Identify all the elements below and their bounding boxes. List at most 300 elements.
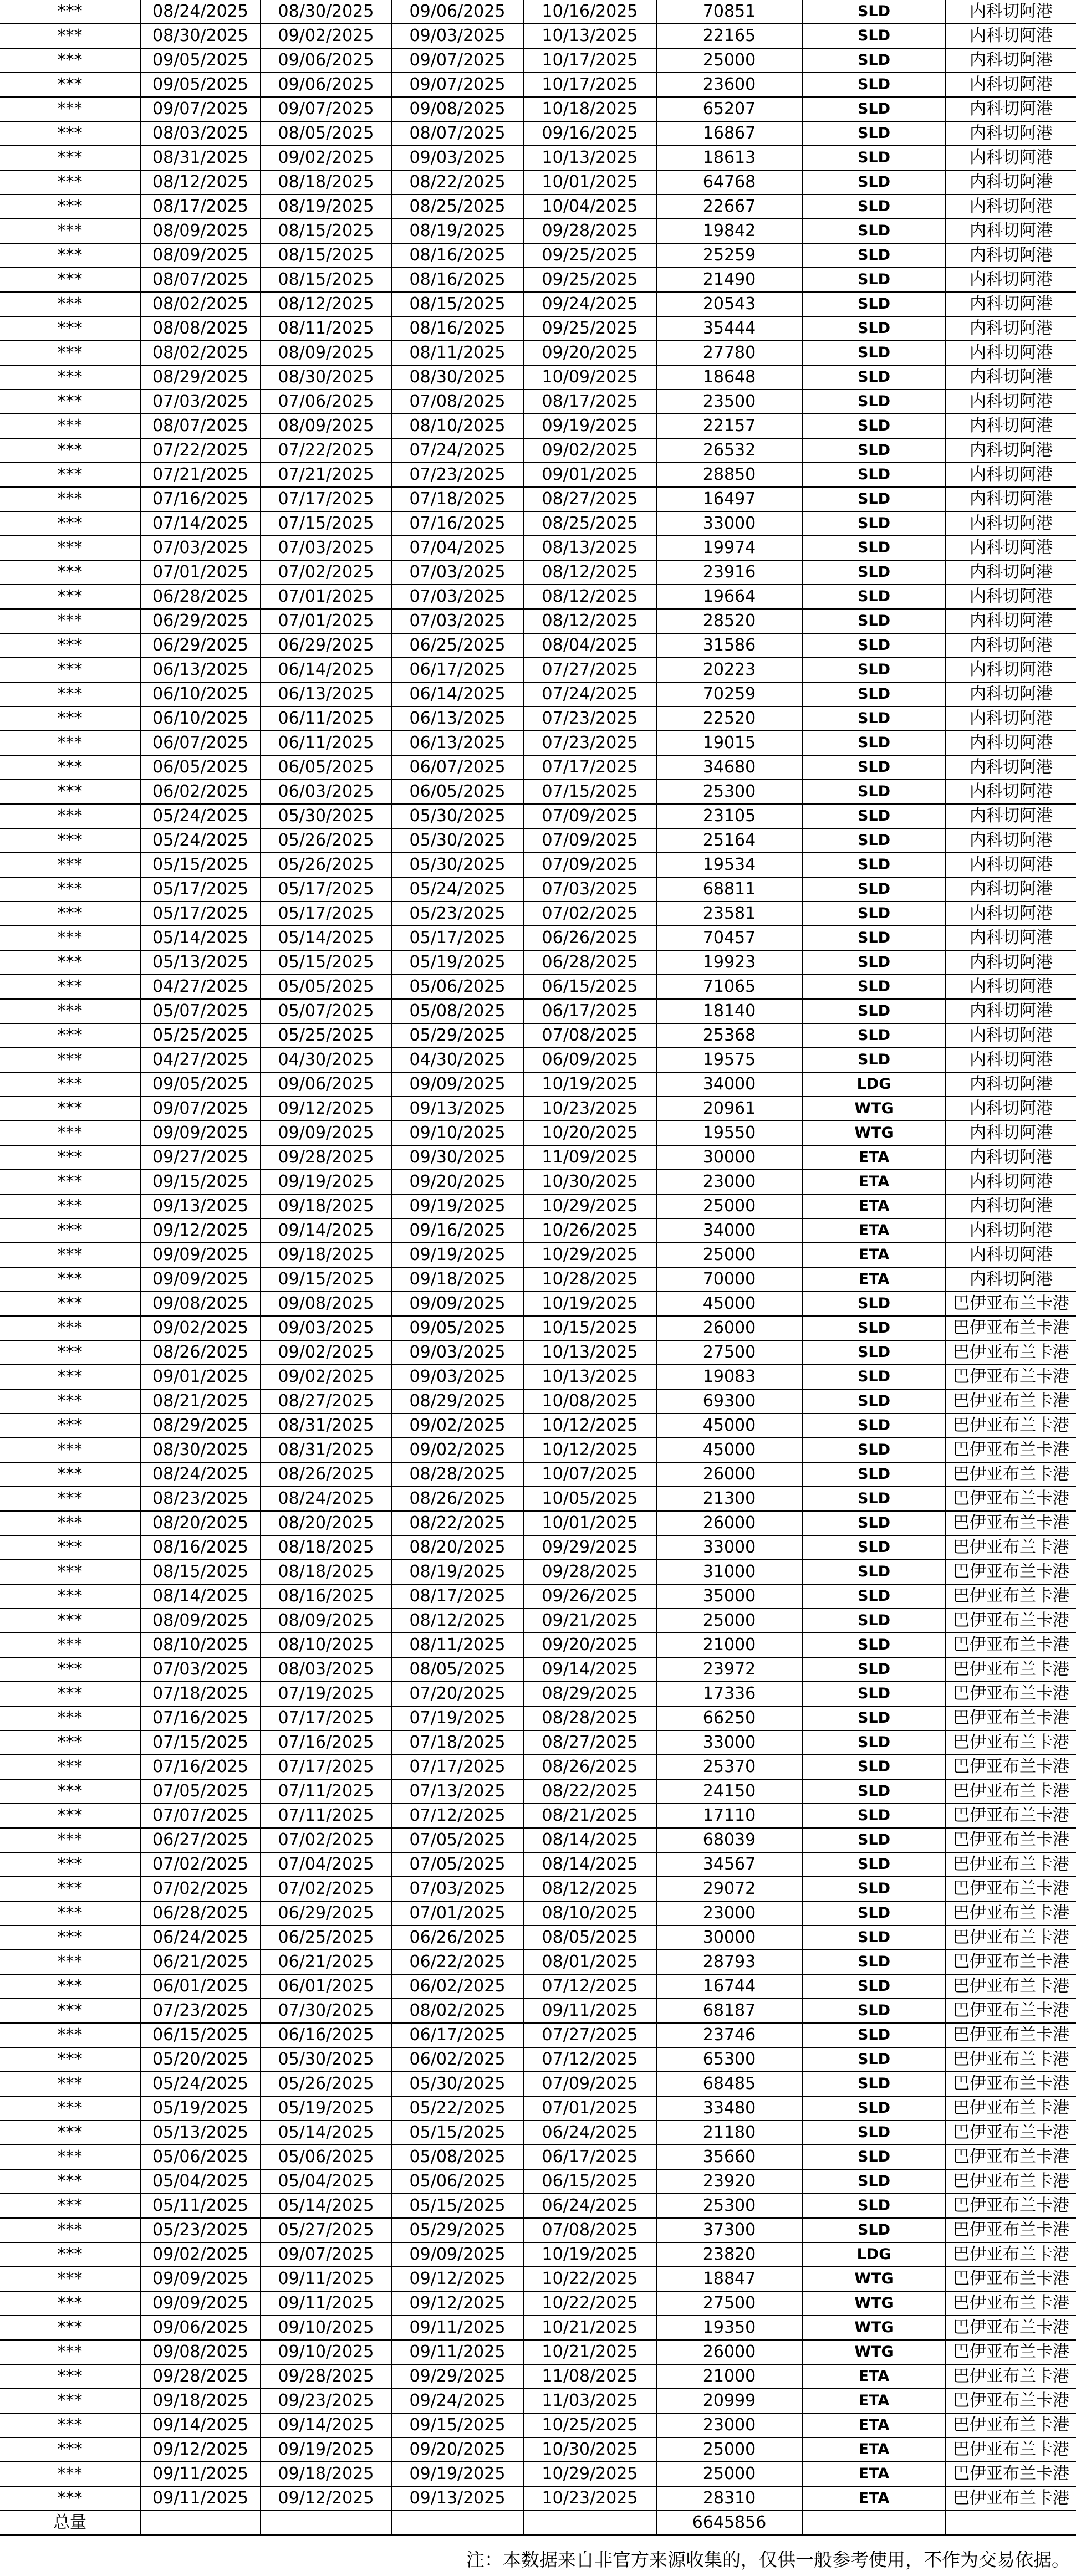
cell-status: SLD bbox=[803, 366, 946, 390]
cell-date-d: 09/25/2025 bbox=[524, 244, 657, 268]
cell-date-c: 09/19/2025 bbox=[392, 1243, 524, 1268]
cell-date-c: 07/24/2025 bbox=[392, 439, 524, 463]
cell-date-c: 07/04/2025 bbox=[392, 536, 524, 561]
cell-date-c: 09/05/2025 bbox=[392, 1317, 524, 1341]
cell-date-c: 09/03/2025 bbox=[392, 24, 524, 49]
cell-date-c: 09/20/2025 bbox=[392, 1170, 524, 1195]
cell-date-d: 09/28/2025 bbox=[524, 1560, 657, 1585]
cell-date-a: 09/05/2025 bbox=[141, 49, 261, 73]
cell-status: SLD bbox=[803, 512, 946, 536]
table-row bbox=[0, 1268, 1076, 1292]
cell-date-b: 09/02/2025 bbox=[261, 1341, 392, 1365]
table-row bbox=[0, 756, 1076, 780]
cell-date-c: 09/06/2025 bbox=[392, 0, 524, 24]
cell-date-d: 08/10/2025 bbox=[524, 1902, 657, 1926]
cell-date-c: 09/13/2025 bbox=[392, 2487, 524, 2511]
cell-date-b: 08/03/2025 bbox=[261, 1658, 392, 1682]
cell-date-b: 06/29/2025 bbox=[261, 634, 392, 658]
cell-port: 巴伊亚布兰卡港 bbox=[946, 2024, 1076, 2048]
table-row bbox=[0, 634, 1076, 658]
cell-port: 内科切阿港 bbox=[946, 1000, 1076, 1024]
cell-date-c: 08/07/2025 bbox=[392, 122, 524, 146]
cell-date-d: 08/12/2025 bbox=[524, 1877, 657, 1902]
table-row bbox=[0, 536, 1076, 561]
cell-date-c: 06/17/2025 bbox=[392, 2024, 524, 2048]
cell-quantity: 33480 bbox=[657, 2097, 803, 2121]
table-row bbox=[0, 1463, 1076, 1487]
cell-date-a: 05/13/2025 bbox=[141, 951, 261, 975]
cell-date-b: 07/15/2025 bbox=[261, 512, 392, 536]
cell-vessel: *** bbox=[0, 683, 141, 707]
cell-date-b: 08/31/2025 bbox=[261, 1438, 392, 1463]
cell-date-a: 09/06/2025 bbox=[141, 2316, 261, 2341]
cell-date-a: 09/02/2025 bbox=[141, 1317, 261, 1341]
cell-quantity: 27500 bbox=[657, 2292, 803, 2316]
cell-vessel: *** bbox=[0, 1048, 141, 1073]
cell-date-c: 09/03/2025 bbox=[392, 146, 524, 171]
cell-port: 内科切阿港 bbox=[946, 1097, 1076, 1121]
cell-date-c: 07/01/2025 bbox=[392, 1902, 524, 1926]
cell-port: 内科切阿港 bbox=[946, 244, 1076, 268]
cell-date-b: 06/05/2025 bbox=[261, 756, 392, 780]
cell-vessel: *** bbox=[0, 439, 141, 463]
cell-port: 巴伊亚布兰卡港 bbox=[946, 1926, 1076, 1950]
cell-quantity: 33000 bbox=[657, 512, 803, 536]
cell-date-b: 05/14/2025 bbox=[261, 926, 392, 951]
cell-port: 巴伊亚布兰卡港 bbox=[946, 1682, 1076, 1707]
cell-status: SLD bbox=[803, 1463, 946, 1487]
cell-vessel: *** bbox=[0, 1292, 141, 1317]
cell-port: 巴伊亚布兰卡港 bbox=[946, 1585, 1076, 1609]
cell-date-c: 07/20/2025 bbox=[392, 1682, 524, 1707]
table-row bbox=[0, 658, 1076, 683]
cell-status: SLD bbox=[803, 610, 946, 634]
cell-date-c: 05/15/2025 bbox=[392, 2194, 524, 2219]
cell-date-b: 07/30/2025 bbox=[261, 1999, 392, 2024]
cell-vessel: *** bbox=[0, 195, 141, 219]
cell-date-c: 07/03/2025 bbox=[392, 561, 524, 585]
cell-date-c: 09/18/2025 bbox=[392, 1268, 524, 1292]
cell-date-a: 06/13/2025 bbox=[141, 658, 261, 683]
cell-port: 巴伊亚布兰卡港 bbox=[946, 2097, 1076, 2121]
cell-vessel: *** bbox=[0, 1609, 141, 1633]
cell-quantity: 23820 bbox=[657, 2243, 803, 2267]
cell-vessel: *** bbox=[0, 1414, 141, 1438]
cell-date-c: 08/16/2025 bbox=[392, 244, 524, 268]
cell-date-a: 05/11/2025 bbox=[141, 2194, 261, 2219]
cell-quantity: 26000 bbox=[657, 2341, 803, 2365]
cell-date-a: 09/05/2025 bbox=[141, 1073, 261, 1097]
cell-quantity: 71065 bbox=[657, 975, 803, 1000]
cell-status: SLD bbox=[803, 2048, 946, 2072]
table-row bbox=[0, 805, 1076, 829]
table-row bbox=[0, 512, 1076, 536]
cell-quantity: 21490 bbox=[657, 268, 803, 293]
cell-port: 内科切阿港 bbox=[946, 1121, 1076, 1146]
cell-status: SLD bbox=[803, 2145, 946, 2170]
table-row bbox=[0, 1341, 1076, 1365]
cell-vessel: *** bbox=[0, 2438, 141, 2462]
cell-date-d: 06/24/2025 bbox=[524, 2121, 657, 2145]
cell-date-d: 07/02/2025 bbox=[524, 902, 657, 926]
cell-date-c: 08/22/2025 bbox=[392, 171, 524, 195]
cell-status: SLD bbox=[803, 2024, 946, 2048]
empty-cell bbox=[261, 2511, 392, 2536]
cell-status: SLD bbox=[803, 73, 946, 98]
cell-date-c: 05/08/2025 bbox=[392, 2145, 524, 2170]
cell-date-b: 09/10/2025 bbox=[261, 2316, 392, 2341]
cell-vessel: *** bbox=[0, 98, 141, 122]
cell-date-c: 08/22/2025 bbox=[392, 1512, 524, 1536]
cell-vessel: *** bbox=[0, 488, 141, 512]
cell-quantity: 18847 bbox=[657, 2267, 803, 2292]
cell-date-d: 10/29/2025 bbox=[524, 1195, 657, 1219]
cell-date-b: 05/15/2025 bbox=[261, 951, 392, 975]
cell-port: 内科切阿港 bbox=[946, 634, 1076, 658]
cell-port: 内科切阿港 bbox=[946, 146, 1076, 171]
cell-vessel: *** bbox=[0, 1585, 141, 1609]
cell-date-c: 06/13/2025 bbox=[392, 707, 524, 731]
cell-port: 巴伊亚布兰卡港 bbox=[946, 1317, 1076, 1341]
cell-date-c: 05/06/2025 bbox=[392, 975, 524, 1000]
table-row bbox=[0, 1438, 1076, 1463]
cell-vessel: *** bbox=[0, 1317, 141, 1341]
cell-status: WTG bbox=[803, 2292, 946, 2316]
cell-port: 巴伊亚布兰卡港 bbox=[946, 2414, 1076, 2438]
cell-quantity: 30000 bbox=[657, 1146, 803, 1170]
cell-date-d: 10/20/2025 bbox=[524, 1121, 657, 1146]
cell-date-c: 09/11/2025 bbox=[392, 2316, 524, 2341]
table-row bbox=[0, 268, 1076, 293]
cell-port: 巴伊亚布兰卡港 bbox=[946, 2048, 1076, 2072]
cell-port: 内科切阿港 bbox=[946, 536, 1076, 561]
cell-port: 巴伊亚布兰卡港 bbox=[946, 2389, 1076, 2414]
cell-vessel: *** bbox=[0, 171, 141, 195]
cell-date-c: 06/05/2025 bbox=[392, 780, 524, 805]
table-row bbox=[0, 1682, 1076, 1707]
cell-date-c: 09/09/2025 bbox=[392, 1292, 524, 1317]
cell-status: SLD bbox=[803, 463, 946, 488]
cell-date-b: 09/07/2025 bbox=[261, 98, 392, 122]
cell-date-d: 09/24/2025 bbox=[524, 293, 657, 317]
cell-date-d: 08/04/2025 bbox=[524, 634, 657, 658]
cell-quantity: 25370 bbox=[657, 1755, 803, 1780]
table-row bbox=[0, 2024, 1076, 2048]
cell-quantity: 23600 bbox=[657, 73, 803, 98]
cell-date-c: 09/10/2025 bbox=[392, 1121, 524, 1146]
table-row bbox=[0, 1390, 1076, 1414]
cell-date-a: 06/07/2025 bbox=[141, 731, 261, 756]
cell-date-b: 07/06/2025 bbox=[261, 390, 392, 414]
cell-quantity: 69300 bbox=[657, 1390, 803, 1414]
cell-vessel: *** bbox=[0, 2462, 141, 2487]
cell-vessel: *** bbox=[0, 2389, 141, 2414]
cell-date-d: 06/15/2025 bbox=[524, 2170, 657, 2194]
table-row bbox=[0, 1609, 1076, 1633]
cell-vessel: *** bbox=[0, 829, 141, 853]
cell-date-d: 09/28/2025 bbox=[524, 219, 657, 244]
cell-date-a: 07/07/2025 bbox=[141, 1804, 261, 1829]
cell-date-b: 07/02/2025 bbox=[261, 1877, 392, 1902]
table-row bbox=[0, 1804, 1076, 1829]
cell-date-b: 06/25/2025 bbox=[261, 1926, 392, 1950]
cell-date-c: 08/15/2025 bbox=[392, 293, 524, 317]
cell-quantity: 26532 bbox=[657, 439, 803, 463]
cell-port: 内科切阿港 bbox=[946, 610, 1076, 634]
cell-date-a: 05/23/2025 bbox=[141, 2219, 261, 2243]
cell-date-d: 10/09/2025 bbox=[524, 366, 657, 390]
cell-port: 巴伊亚布兰卡港 bbox=[946, 2462, 1076, 2487]
table-row bbox=[0, 1902, 1076, 1926]
table-row bbox=[0, 1487, 1076, 1512]
cell-vessel: *** bbox=[0, 561, 141, 585]
cell-date-b: 08/05/2025 bbox=[261, 122, 392, 146]
cell-date-b: 07/17/2025 bbox=[261, 1755, 392, 1780]
cell-port: 内科切阿港 bbox=[946, 951, 1076, 975]
cell-date-b: 09/14/2025 bbox=[261, 1219, 392, 1243]
cell-vessel: *** bbox=[0, 122, 141, 146]
cell-date-d: 10/30/2025 bbox=[524, 1170, 657, 1195]
cell-date-b: 09/18/2025 bbox=[261, 1243, 392, 1268]
cell-vessel: *** bbox=[0, 2121, 141, 2145]
cell-date-d: 10/21/2025 bbox=[524, 2316, 657, 2341]
cell-date-c: 08/30/2025 bbox=[392, 366, 524, 390]
cell-vessel: *** bbox=[0, 1341, 141, 1365]
cell-vessel: *** bbox=[0, 805, 141, 829]
cell-date-d: 07/17/2025 bbox=[524, 756, 657, 780]
cell-port: 内科切阿港 bbox=[946, 780, 1076, 805]
cell-date-b: 09/12/2025 bbox=[261, 2487, 392, 2511]
cell-date-d: 10/23/2025 bbox=[524, 1097, 657, 1121]
cell-date-b: 07/01/2025 bbox=[261, 585, 392, 610]
cell-date-d: 10/22/2025 bbox=[524, 2267, 657, 2292]
cell-quantity: 23000 bbox=[657, 1170, 803, 1195]
cell-date-d: 10/01/2025 bbox=[524, 171, 657, 195]
cell-port: 巴伊亚布兰卡港 bbox=[946, 1804, 1076, 1829]
cell-date-d: 08/27/2025 bbox=[524, 488, 657, 512]
cell-date-d: 10/04/2025 bbox=[524, 195, 657, 219]
cell-vessel: *** bbox=[0, 634, 141, 658]
cell-date-a: 09/12/2025 bbox=[141, 2438, 261, 2462]
cell-date-d: 09/19/2025 bbox=[524, 414, 657, 439]
cell-date-c: 07/16/2025 bbox=[392, 512, 524, 536]
cell-port: 内科切阿港 bbox=[946, 1024, 1076, 1048]
cell-date-b: 08/19/2025 bbox=[261, 195, 392, 219]
cell-status: ETA bbox=[803, 1268, 946, 1292]
table-row bbox=[0, 414, 1076, 439]
cell-date-a: 09/08/2025 bbox=[141, 1292, 261, 1317]
cell-quantity: 23581 bbox=[657, 902, 803, 926]
cell-date-a: 08/02/2025 bbox=[141, 293, 261, 317]
cell-date-a: 05/24/2025 bbox=[141, 2072, 261, 2097]
cell-date-b: 08/31/2025 bbox=[261, 1414, 392, 1438]
cell-date-d: 10/19/2025 bbox=[524, 2243, 657, 2267]
table-row bbox=[0, 439, 1076, 463]
cell-date-a: 05/15/2025 bbox=[141, 853, 261, 878]
cell-quantity: 19923 bbox=[657, 951, 803, 975]
cell-port: 巴伊亚布兰卡港 bbox=[946, 1853, 1076, 1877]
cell-date-d: 09/20/2025 bbox=[524, 1633, 657, 1658]
cell-status: SLD bbox=[803, 1682, 946, 1707]
cell-status: SLD bbox=[803, 171, 946, 195]
cell-vessel: *** bbox=[0, 2194, 141, 2219]
cell-date-b: 07/11/2025 bbox=[261, 1780, 392, 1804]
cell-date-a: 09/02/2025 bbox=[141, 2243, 261, 2267]
cell-status: SLD bbox=[803, 561, 946, 585]
cell-date-c: 05/22/2025 bbox=[392, 2097, 524, 2121]
cell-status: SLD bbox=[803, 24, 946, 49]
cell-vessel: *** bbox=[0, 975, 141, 1000]
cell-date-a: 06/10/2025 bbox=[141, 683, 261, 707]
cell-status: SLD bbox=[803, 1926, 946, 1950]
cell-date-c: 05/06/2025 bbox=[392, 2170, 524, 2194]
cell-date-a: 08/24/2025 bbox=[141, 0, 261, 24]
cell-port: 内科切阿港 bbox=[946, 975, 1076, 1000]
cell-date-a: 05/20/2025 bbox=[141, 2048, 261, 2072]
cell-quantity: 25000 bbox=[657, 2438, 803, 2462]
cell-port: 内科切阿港 bbox=[946, 1048, 1076, 1073]
cell-date-a: 08/12/2025 bbox=[141, 171, 261, 195]
cell-quantity: 33000 bbox=[657, 1536, 803, 1560]
table-row bbox=[0, 219, 1076, 244]
cell-status: SLD bbox=[803, 805, 946, 829]
cell-vessel: *** bbox=[0, 536, 141, 561]
table-row bbox=[0, 1170, 1076, 1195]
cell-date-a: 08/24/2025 bbox=[141, 1463, 261, 1487]
cell-date-b: 06/16/2025 bbox=[261, 2024, 392, 2048]
cell-quantity: 19664 bbox=[657, 585, 803, 610]
cell-date-b: 07/22/2025 bbox=[261, 439, 392, 463]
cell-quantity: 16497 bbox=[657, 488, 803, 512]
cell-date-d: 10/22/2025 bbox=[524, 2292, 657, 2316]
cell-status: SLD bbox=[803, 1707, 946, 1731]
cell-quantity: 23000 bbox=[657, 1902, 803, 1926]
cell-date-d: 08/17/2025 bbox=[524, 390, 657, 414]
cell-quantity: 18613 bbox=[657, 146, 803, 171]
cell-date-b: 09/11/2025 bbox=[261, 2267, 392, 2292]
cell-status: ETA bbox=[803, 2365, 946, 2389]
cell-date-d: 08/21/2025 bbox=[524, 1804, 657, 1829]
cell-date-c: 06/26/2025 bbox=[392, 1926, 524, 1950]
cell-port: 巴伊亚布兰卡港 bbox=[946, 1707, 1076, 1731]
cell-quantity: 17110 bbox=[657, 1804, 803, 1829]
table-row bbox=[0, 683, 1076, 707]
cell-vessel: *** bbox=[0, 1658, 141, 1682]
cell-date-d: 06/24/2025 bbox=[524, 2194, 657, 2219]
cell-date-d: 08/28/2025 bbox=[524, 1707, 657, 1731]
cell-vessel: *** bbox=[0, 1195, 141, 1219]
cell-vessel: *** bbox=[0, 2024, 141, 2048]
cell-quantity: 25164 bbox=[657, 829, 803, 853]
cell-status: WTG bbox=[803, 2341, 946, 2365]
disclaimer-note: 注：本数据来自非官方来源收集的，仅供一般参考使用，不作为交易依据。 bbox=[466, 2549, 1070, 2570]
cell-date-b: 09/06/2025 bbox=[261, 49, 392, 73]
cell-date-b: 08/18/2025 bbox=[261, 171, 392, 195]
cell-date-b: 06/03/2025 bbox=[261, 780, 392, 805]
cell-date-d: 11/09/2025 bbox=[524, 1146, 657, 1170]
table-row bbox=[0, 1853, 1076, 1877]
cell-port: 内科切阿港 bbox=[946, 805, 1076, 829]
cell-date-d: 06/15/2025 bbox=[524, 975, 657, 1000]
cell-port: 巴伊亚布兰卡港 bbox=[946, 1390, 1076, 1414]
cell-date-c: 06/07/2025 bbox=[392, 756, 524, 780]
cell-status: SLD bbox=[803, 49, 946, 73]
cell-vessel: *** bbox=[0, 2316, 141, 2341]
table-row bbox=[0, 2072, 1076, 2097]
cell-date-b: 08/09/2025 bbox=[261, 414, 392, 439]
cell-vessel: *** bbox=[0, 1731, 141, 1755]
cell-date-b: 08/15/2025 bbox=[261, 244, 392, 268]
cell-port: 内科切阿港 bbox=[946, 414, 1076, 439]
cell-port: 巴伊亚布兰卡港 bbox=[946, 1438, 1076, 1463]
cell-vessel: *** bbox=[0, 1512, 141, 1536]
cell-vessel: *** bbox=[0, 390, 141, 414]
cell-date-c: 09/03/2025 bbox=[392, 1365, 524, 1390]
cell-port: 内科切阿港 bbox=[946, 902, 1076, 926]
cell-status: SLD bbox=[803, 2219, 946, 2243]
cell-date-c: 09/20/2025 bbox=[392, 2438, 524, 2462]
cell-status: SLD bbox=[803, 1317, 946, 1341]
cell-date-c: 06/13/2025 bbox=[392, 731, 524, 756]
cell-date-d: 08/14/2025 bbox=[524, 1829, 657, 1853]
cell-date-d: 10/16/2025 bbox=[524, 0, 657, 24]
cell-quantity: 26000 bbox=[657, 1317, 803, 1341]
cell-date-d: 09/21/2025 bbox=[524, 1609, 657, 1633]
cell-vessel: *** bbox=[0, 2292, 141, 2316]
table-row bbox=[0, 1780, 1076, 1804]
cell-date-b: 04/30/2025 bbox=[261, 1048, 392, 1073]
cell-status: SLD bbox=[803, 756, 946, 780]
cell-port: 内科切阿港 bbox=[946, 98, 1076, 122]
cell-port: 巴伊亚布兰卡港 bbox=[946, 2341, 1076, 2365]
cell-date-b: 09/19/2025 bbox=[261, 1170, 392, 1195]
cell-quantity: 19015 bbox=[657, 731, 803, 756]
cell-date-b: 05/17/2025 bbox=[261, 902, 392, 926]
cell-status: SLD bbox=[803, 1585, 946, 1609]
cell-date-d: 10/29/2025 bbox=[524, 1243, 657, 1268]
cell-date-c: 09/07/2025 bbox=[392, 49, 524, 73]
cell-date-b: 08/30/2025 bbox=[261, 366, 392, 390]
cell-quantity: 22165 bbox=[657, 24, 803, 49]
cell-date-d: 07/09/2025 bbox=[524, 2072, 657, 2097]
cell-vessel: *** bbox=[0, 1146, 141, 1170]
cell-date-a: 06/24/2025 bbox=[141, 1926, 261, 1950]
cell-date-a: 07/02/2025 bbox=[141, 1853, 261, 1877]
cell-date-c: 08/28/2025 bbox=[392, 1463, 524, 1487]
table-row bbox=[0, 1975, 1076, 1999]
cell-vessel: *** bbox=[0, 1780, 141, 1804]
cell-date-c: 07/05/2025 bbox=[392, 1829, 524, 1853]
cell-port: 内科切阿港 bbox=[946, 488, 1076, 512]
cell-quantity: 45000 bbox=[657, 1292, 803, 1317]
cell-status: SLD bbox=[803, 2121, 946, 2145]
cell-date-d: 10/12/2025 bbox=[524, 1414, 657, 1438]
cell-status: SLD bbox=[803, 1658, 946, 1682]
cell-port: 内科切阿港 bbox=[946, 756, 1076, 780]
cell-quantity: 37300 bbox=[657, 2219, 803, 2243]
cell-date-a: 07/03/2025 bbox=[141, 390, 261, 414]
cell-date-c: 09/09/2025 bbox=[392, 2243, 524, 2267]
cell-date-b: 05/26/2025 bbox=[261, 2072, 392, 2097]
cell-status: SLD bbox=[803, 902, 946, 926]
cell-date-a: 04/27/2025 bbox=[141, 975, 261, 1000]
table-row bbox=[0, 2487, 1076, 2511]
cell-status: SLD bbox=[803, 1560, 946, 1585]
cell-date-d: 07/27/2025 bbox=[524, 2024, 657, 2048]
cell-port: 巴伊亚布兰卡港 bbox=[946, 1463, 1076, 1487]
cell-port: 巴伊亚布兰卡港 bbox=[946, 2365, 1076, 2389]
cell-date-b: 07/16/2025 bbox=[261, 1731, 392, 1755]
